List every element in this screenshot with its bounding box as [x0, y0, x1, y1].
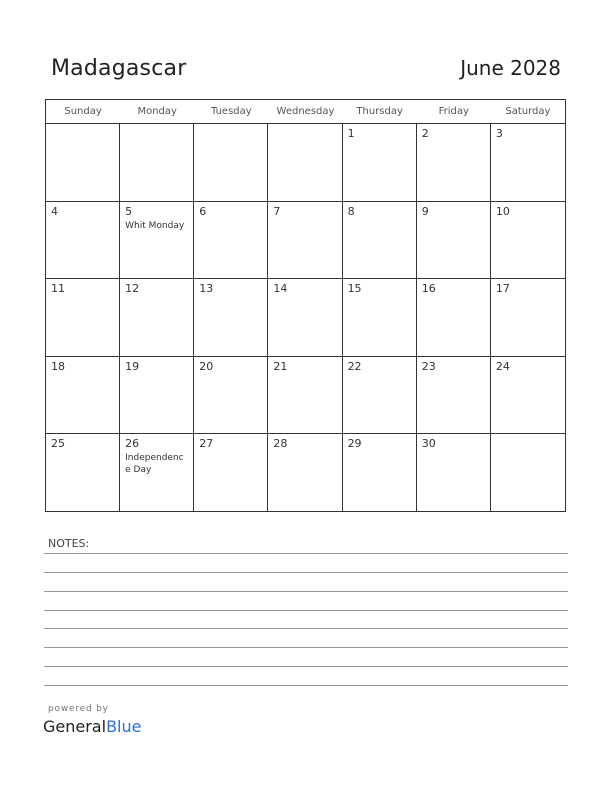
- note-line: [44, 553, 568, 554]
- date-number: 2: [421, 127, 429, 140]
- note-line: [44, 685, 568, 686]
- day-cell: [46, 434, 120, 512]
- day-cell: [491, 202, 565, 279]
- weekday-wednesday: Wednesday: [276, 106, 335, 117]
- date-number: 17: [495, 282, 510, 296]
- weekday-tuesday: Tuesday: [211, 106, 252, 117]
- date-number: 1: [347, 127, 355, 140]
- day-cell: [194, 202, 268, 279]
- weekday-monday: Monday: [137, 106, 177, 117]
- day-cell: [417, 202, 491, 279]
- day-cell: [491, 434, 565, 512]
- weekday-friday: Friday: [438, 106, 469, 117]
- brand-logo: [43, 717, 141, 736]
- day-cell: [491, 124, 565, 201]
- date-number: 18: [51, 359, 65, 373]
- day-cell: [417, 124, 491, 201]
- day-cell: [491, 279, 565, 356]
- date-number: 16: [421, 282, 436, 296]
- day-cell: [268, 279, 342, 356]
- day-cell: [343, 279, 417, 356]
- day-cell: [417, 357, 491, 434]
- month-title: June 2028: [460, 56, 561, 80]
- date-number: 20: [199, 359, 214, 373]
- notes-label: NOTES:: [48, 537, 90, 550]
- day-cell: [194, 434, 268, 512]
- day-cell: [46, 124, 120, 201]
- date-number: 7: [273, 204, 281, 218]
- weekday-sunday: Sunday: [64, 106, 102, 117]
- weekday-header-row: [46, 100, 565, 124]
- note-line: [44, 647, 568, 648]
- note-line: [44, 591, 568, 592]
- date-number: 3: [495, 127, 503, 140]
- day-cell: [491, 357, 565, 434]
- date-number: 13: [199, 282, 214, 296]
- day-cell: [343, 357, 417, 434]
- week-row: [46, 124, 565, 202]
- day-cell: [343, 124, 417, 201]
- date-number: 12: [125, 282, 140, 296]
- week-row: [46, 279, 565, 357]
- day-cell: [120, 434, 194, 512]
- day-cell: [46, 202, 120, 279]
- date-number: 8: [347, 204, 355, 218]
- calendar-grid: [45, 99, 566, 512]
- week-row: [46, 202, 565, 280]
- day-cell: [268, 357, 342, 434]
- date-number: 4: [51, 204, 58, 218]
- date-number: 14: [273, 282, 288, 296]
- day-cell: [120, 202, 194, 279]
- day-cell: [120, 357, 194, 434]
- note-line: [44, 666, 568, 667]
- brand-general-text: General: [43, 717, 107, 736]
- day-cell: [268, 434, 342, 512]
- holiday-label: Independence Day: [125, 453, 184, 476]
- country-title: Madagascar: [51, 56, 187, 81]
- date-number: 30: [421, 437, 436, 451]
- day-cell: [46, 357, 120, 434]
- day-cell: [268, 124, 342, 201]
- weekday-saturday: Saturday: [505, 106, 551, 117]
- week-row: [46, 434, 565, 512]
- holiday-label: Whit Monday: [125, 220, 185, 231]
- date-number: 19: [125, 359, 140, 373]
- day-cell: [46, 279, 120, 356]
- day-cell: [194, 124, 268, 201]
- date-number: 5: [125, 204, 133, 218]
- date-number: 10: [495, 204, 510, 218]
- date-number: 24: [495, 359, 510, 373]
- date-number: 27: [199, 437, 214, 451]
- date-number: 28: [273, 437, 288, 451]
- date-number: 15: [347, 282, 362, 296]
- weekday-thursday: Thursday: [356, 106, 403, 117]
- day-cell: [120, 279, 194, 356]
- date-number: 21: [273, 359, 288, 373]
- date-number: 11: [51, 282, 65, 296]
- date-number: 26: [125, 437, 140, 451]
- date-number: 9: [421, 204, 429, 218]
- date-number: 22: [347, 359, 362, 373]
- day-cell: [194, 357, 268, 434]
- day-cell: [417, 279, 491, 356]
- note-line: [44, 628, 568, 629]
- date-number: 29: [347, 437, 362, 451]
- powered-by-text: powered by: [48, 704, 109, 714]
- date-number: 25: [51, 437, 65, 451]
- day-cell: [343, 202, 417, 279]
- day-cell: [343, 434, 417, 512]
- note-line: [44, 610, 568, 611]
- day-cell: [120, 124, 194, 201]
- week-row: [46, 357, 565, 435]
- weeks-container: [46, 124, 565, 512]
- day-cell: [417, 434, 491, 512]
- day-cell: [194, 279, 268, 356]
- note-line: [44, 572, 568, 573]
- date-number: 6: [199, 204, 207, 218]
- day-cell: [268, 202, 342, 279]
- brand-blue-text: Blue: [106, 717, 142, 736]
- date-number: 23: [421, 359, 436, 373]
